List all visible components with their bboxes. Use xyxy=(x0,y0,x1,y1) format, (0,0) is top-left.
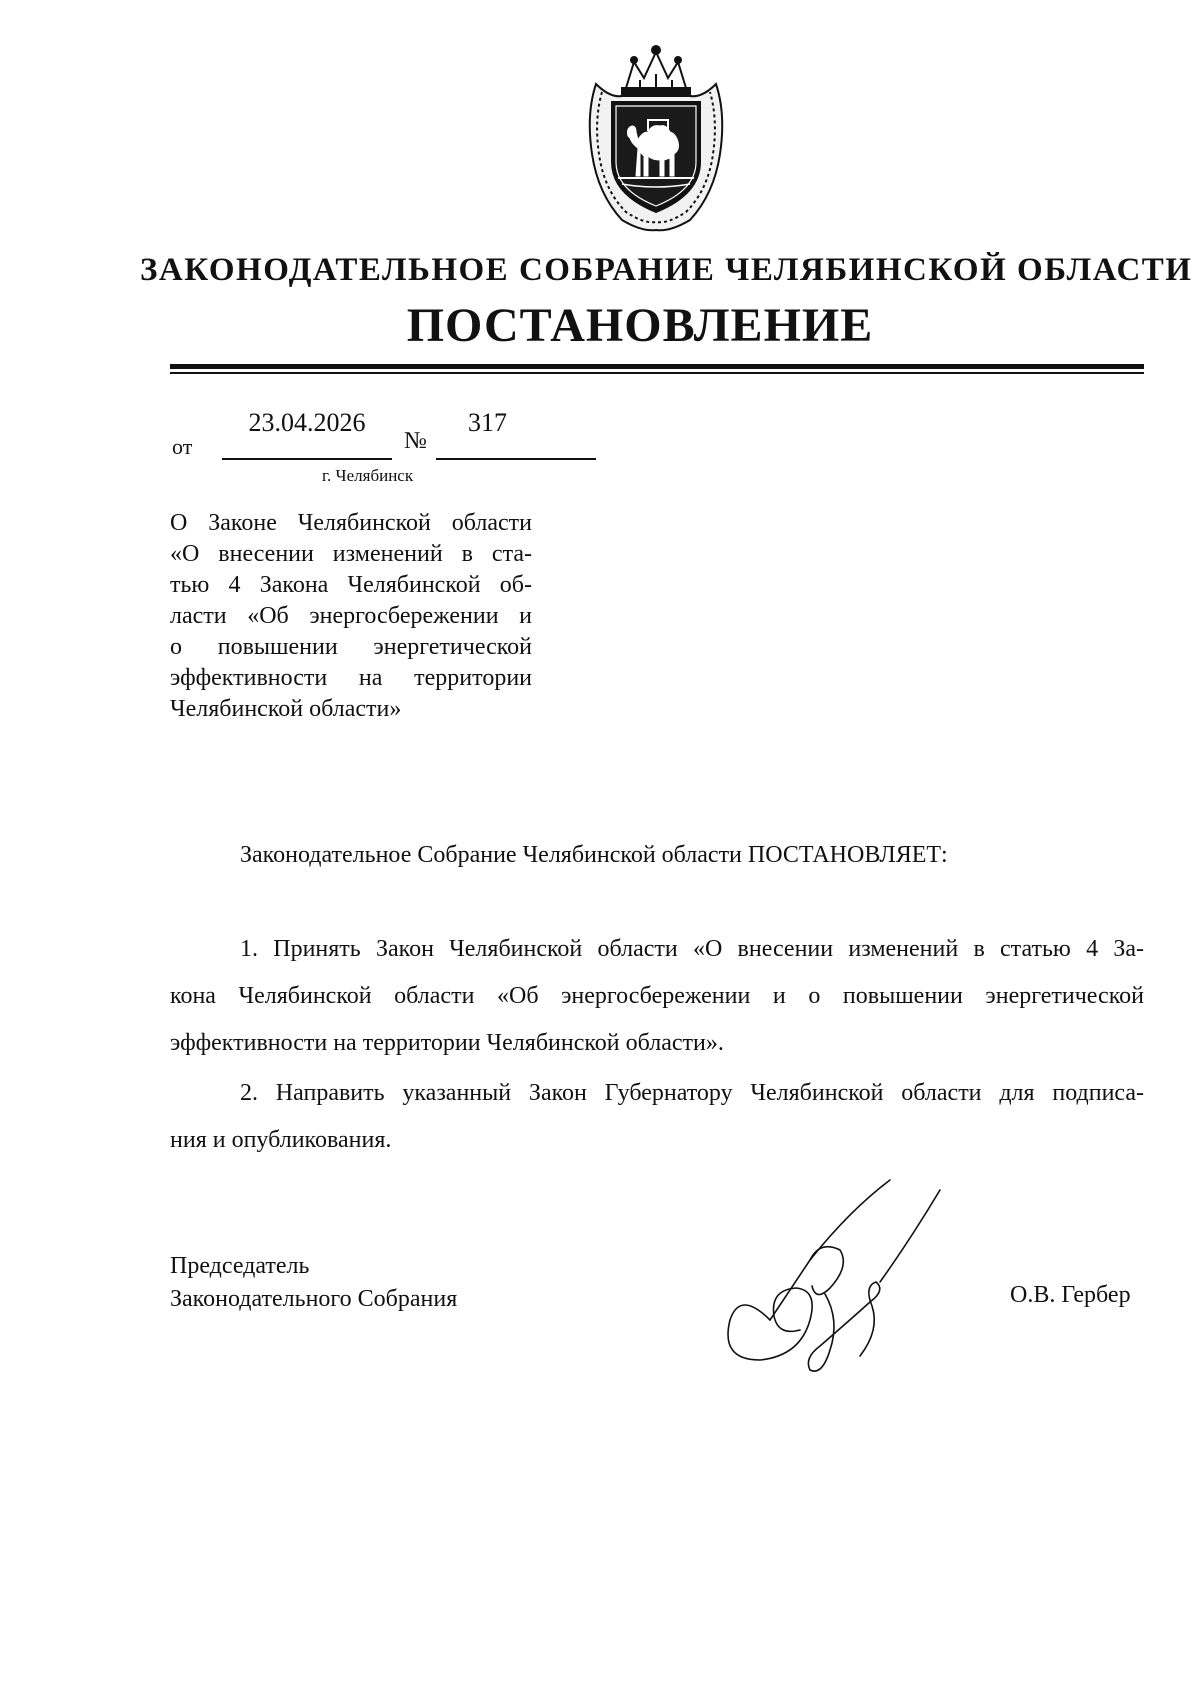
organization-title: ЗАКОНОДАТЕЛЬНОЕ СОБРАНИЕ ЧЕЛЯБИНСКОЙ ОБЛАСТИ xyxy=(140,252,1193,288)
signatory-title xyxy=(170,1250,457,1316)
subject-line: «О внесении изменений в ста- xyxy=(170,541,532,567)
subject-line: ласти «Об энергосбережении и xyxy=(170,603,532,629)
paragraph-line: ния и опубликования. xyxy=(170,1127,392,1153)
paragraph-line: эффективности на территории Челябинской области». xyxy=(170,1030,724,1056)
resolution-item-1 xyxy=(170,926,1144,1067)
signatory-name: О.В. Гербер xyxy=(1010,1282,1131,1308)
resolution-item-2 xyxy=(170,1070,1144,1164)
handwritten-signature-icon xyxy=(700,1170,980,1390)
paragraph-line: 1. Принять Закон Челябинской области «О внесении изменений в статью 4 За- xyxy=(240,936,1144,962)
document-type-title: ПОСТАНОВЛЕНИЕ xyxy=(406,299,874,352)
date-prefix: от xyxy=(172,434,193,459)
document-subject xyxy=(170,508,532,725)
signatory-title-line: Законодательного Собрания xyxy=(170,1286,458,1312)
coat-of-arms-icon xyxy=(582,44,730,234)
date-underline xyxy=(222,458,392,460)
paragraph-line: кона Челябинской области «Об энергосбережении и о повышении энергетической xyxy=(170,983,1144,1009)
subject-line: эффективности на территории xyxy=(170,665,532,691)
paragraph-line: 2. Направить указанный Закон Губернатору Челябинской области для подписа- xyxy=(240,1080,1144,1106)
city-label: г. Челябинск xyxy=(322,466,414,485)
number-prefix: № xyxy=(404,428,427,454)
resolves-statement: Законодательное Собрание Челябинской области ПОСТАНОВЛЯЕТ: xyxy=(240,842,948,868)
signatory-title-line: Председатель xyxy=(170,1253,310,1279)
header-rule-thick xyxy=(170,364,1144,369)
number-underline xyxy=(436,458,596,460)
document-number: 317 xyxy=(468,408,507,437)
subject-line: о повышении энергетической xyxy=(170,634,532,660)
header-rule-thin xyxy=(170,372,1144,374)
document-date: 23.04.2026 xyxy=(248,408,366,437)
subject-line: Челябинской области» xyxy=(170,696,402,722)
subject-line: О Законе Челябинской области xyxy=(170,510,532,536)
subject-line: тью 4 Закона Челябинской об- xyxy=(170,572,532,598)
